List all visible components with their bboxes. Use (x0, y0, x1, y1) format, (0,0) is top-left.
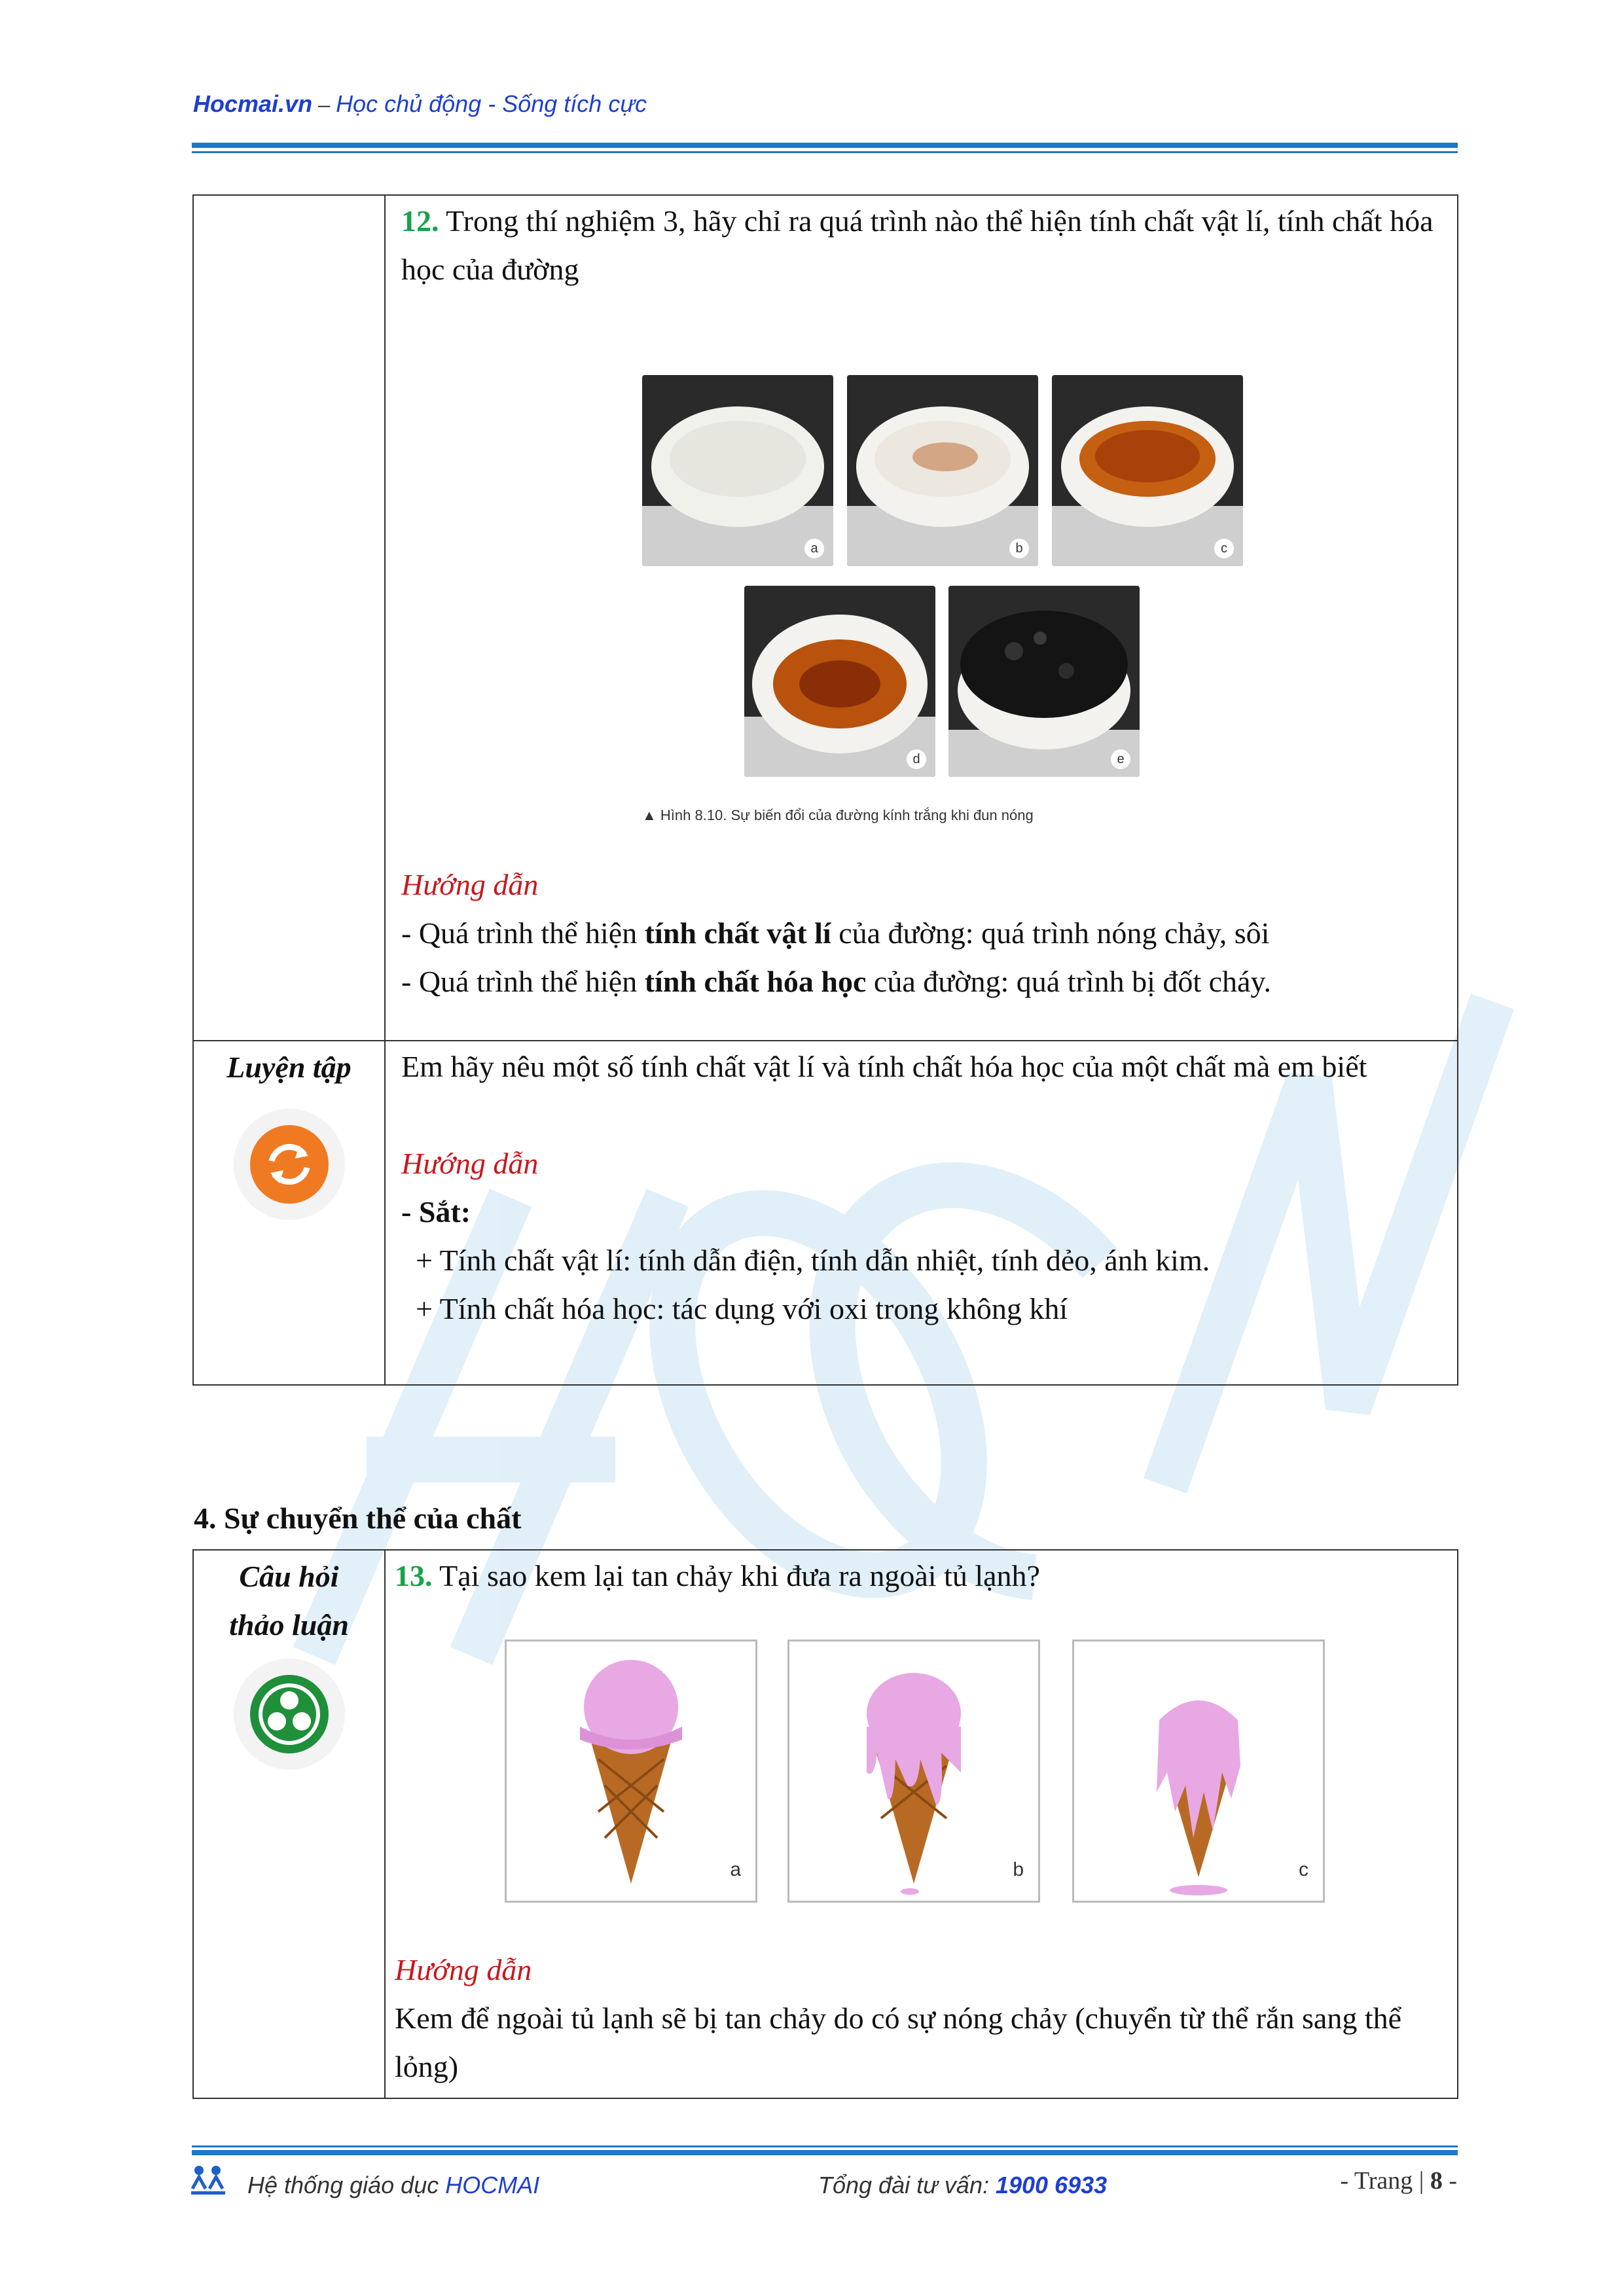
practice-label-cell (193, 1041, 385, 1385)
footer-hotline (818, 2172, 1107, 2199)
practice-label: Luyện tập (226, 1050, 352, 1084)
footer-rule-thick (192, 2150, 1458, 2155)
ice-cream-label-a: a (730, 1859, 741, 1880)
ice-cream-label-b: b (1013, 1859, 1024, 1880)
hocmai-logo-icon (190, 2162, 226, 2197)
header-separator: – (312, 91, 336, 117)
q12-answer-line-2 (401, 958, 1441, 1006)
sugar-photo-b (847, 375, 1038, 566)
practice-subject: - Sắt: (401, 1195, 471, 1229)
photo-label-d: d (907, 749, 926, 769)
footer-system (247, 2172, 539, 2199)
discussion-label-line-2: thảo luận (229, 1608, 349, 1641)
q12-question (401, 196, 1441, 294)
activity-table-2 (192, 1549, 1458, 2099)
answer-text: của đường: quá trình bị đốt cháy. (866, 965, 1271, 998)
discussion-icon (234, 1659, 345, 1770)
practice-guide-label: Hướng dẫn (401, 1147, 539, 1180)
header-slogan: Học chủ động - Sống tích cực (336, 90, 647, 117)
q12-text: Trong thí nghiệm 3, hãy chỉ ra quá trình nào thể hiện tính chất vật lí, tính chất hóa học của đường (401, 204, 1434, 286)
ice-cream-label-c: c (1299, 1859, 1308, 1880)
footer-rule-thin (192, 2145, 1458, 2147)
sugar-photo-e (948, 586, 1140, 777)
q12-guide-label: Hướng dẫn (401, 868, 539, 901)
sugar-photo-c (1052, 375, 1243, 566)
q13-cell (385, 1550, 1458, 2098)
q12-answer-line-1 (401, 909, 1441, 958)
practice-chemical: + Tính chất hóa học: tác dụng với oxi trong không khí (416, 1292, 1068, 1325)
header-brand: Hocmai.vn (193, 90, 313, 117)
photo-label-a: a (804, 539, 824, 558)
footer-hotline-label: Tổng đài tư vấn: (818, 2172, 996, 2198)
photo-label-c: c (1214, 539, 1234, 558)
discussion-label-line-1: Câu hỏi (239, 1560, 339, 1593)
activity-table-1 (192, 194, 1458, 1386)
practice-physical: + Tính chất vật lí: tính dẫn điện, tính dẫn nhiệt, tính dẻo, ánh kim. (416, 1244, 1210, 1277)
discussion-label-cell (193, 1550, 385, 2098)
refresh-icon (234, 1109, 345, 1220)
q12-cell (385, 195, 1458, 1041)
answer-bold: tính chất hóa học (644, 965, 867, 998)
q12-number: 12. (401, 204, 439, 238)
answer-text: - Quá trình thể hiện (401, 916, 645, 950)
table-row (193, 1041, 1458, 1385)
page-number-value: 8 (1430, 2167, 1443, 2195)
q13-text: Tại sao kem lại tan chảy khi đưa ra ngoài tủ lạnh? (432, 1559, 1040, 1592)
q13-number: 13. (395, 1559, 433, 1592)
section-4-title: 4. Sự chuyển thể của chất (194, 1501, 522, 1535)
page-number (1340, 2166, 1457, 2195)
practice-cell (385, 1041, 1458, 1385)
ice-cream-figure (395, 1600, 1441, 1946)
table-row (193, 1550, 1458, 2098)
ice-cream-panel-b (787, 1640, 1040, 1903)
empty-label-cell (193, 195, 385, 1041)
footer-system-brand: HOCMAI (445, 2172, 540, 2198)
page-suffix: - (1442, 2167, 1457, 2195)
answer-text: - Quá trình thể hiện (401, 965, 645, 998)
practice-question: Em hãy nêu một số tính chất vật lí và tính chất hóa học của một chất mà em biết (401, 1050, 1367, 1083)
photo-label-b: b (1009, 539, 1029, 558)
page-prefix: - Trang | (1340, 2167, 1430, 2195)
q13-guide-label: Hướng dẫn (395, 1953, 532, 1986)
spacer (401, 1091, 1441, 1139)
ice-cream-panel-c (1072, 1640, 1325, 1903)
answer-bold: tính chất vật lí (644, 916, 831, 950)
photo-label-e: e (1111, 749, 1130, 769)
q13-question (395, 1551, 1441, 1600)
footer-system-text: Hệ thống giáo dục (247, 2172, 446, 2198)
ice-cream-panel-a (505, 1640, 757, 1903)
page-header (193, 90, 647, 118)
figure-caption: ▲ Hình 8.10. Sự biến đổi của đường kính trắng khi đun nóng (642, 807, 1034, 823)
answer-text: của đường: quá trình nóng chảy, sôi (831, 916, 1270, 950)
sugar-photo-d (744, 586, 935, 777)
header-rule-thin (192, 151, 1458, 153)
sugar-figure (401, 294, 1441, 861)
table-row (193, 195, 1458, 1041)
footer-hotline-number: 1900 6933 (995, 2172, 1108, 2198)
header-rule-thick (192, 143, 1458, 148)
sugar-photo-a (642, 375, 833, 566)
q13-answer: Kem để ngoài tủ lạnh sẽ bị tan chảy do có sự nóng chảy (chuyển từ thể rắn sang thể lỏng) (395, 2001, 1402, 2083)
